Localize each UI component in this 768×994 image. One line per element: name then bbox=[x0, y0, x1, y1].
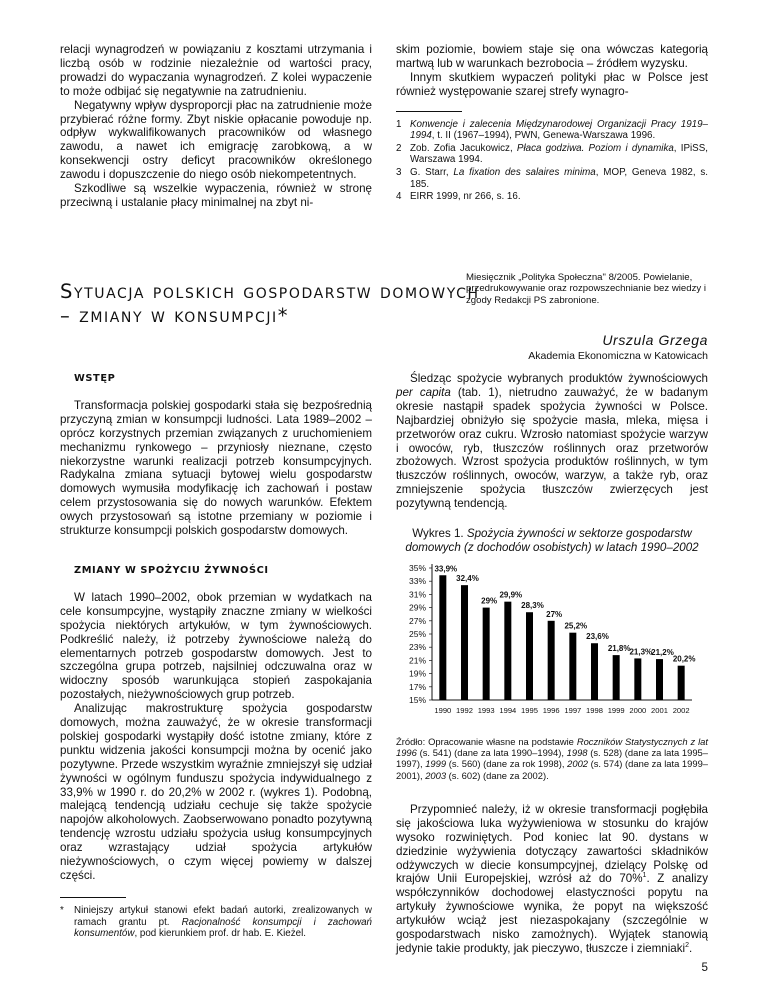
paragraph bbox=[396, 803, 708, 956]
footnote-title: Płaca godziwa. Poziom i dynamika bbox=[516, 142, 674, 154]
top-left-column bbox=[60, 43, 372, 210]
data-label: 33,9% bbox=[434, 564, 458, 574]
title-line: Sytuacja polskich gospodarstw domowych bbox=[60, 280, 480, 303]
data-label: 27% bbox=[546, 609, 563, 619]
paragraph: Transformacja polskiej gospodarki stała się bezpośrednią przyczyną zmian w konsumpcji ludności. Lata 1989–2002 – oprócz korzystnych przemian związanych z uruchomieniem mechanizmu rynkowego – przyniosły nieznane, często niekorzystne warunki realizacji potrzeb konsumpcyjnych. Radykalna zmiana sytuacji bytowej wielu gospodarstw domowych wymusiła modyfikację ich zachowań i postaw celem przystosowania się do nowych warunków. Efektem owych przystosowań są istotne przemiany w poziomie i strukturze konsumpcji polskich gospodarstw domowych. bbox=[60, 398, 372, 538]
paragraph-text: Przypomnieć należy, iż w okresie transformacji pogłębiła się jakościowa luka wyżywieniowa w stosunku do krajów wysoko rozwiniętych. Pod koniec lat 90. dystans w dziedzinie wyżywienia dotyczący zawartości składników odżywczych w diecie konsumpcyjnej, dzielący Polskę od krajów Unii Europejskiej, wzrósł aż do 70% bbox=[396, 802, 708, 886]
paragraph-text: Śledząc spożycie wybranych produktów żywnościowych bbox=[410, 372, 708, 385]
section-heading: ZMIANY W SPOŻYCIU ŻYWNOŚCI bbox=[74, 564, 269, 576]
paragraph: relacji wynagrodzeń w powiązaniu z kosztami utrzymania i liczbą osób w rodzinie niezależnie od wartości pracy, prowadzi do wypaczania wynagrodzeń. Z kolei wypaczenie to może odbijać się negatywnie na zatrudnieniu. bbox=[60, 43, 372, 98]
footnote-text: Zob. Zofia Jacukowicz, bbox=[410, 142, 517, 154]
top-right-column bbox=[396, 43, 708, 204]
data-label: 21,2% bbox=[651, 648, 674, 658]
source-text: (s. 528) (dane za lata 1995–1997), bbox=[396, 747, 708, 770]
paragraph: W latach 1990–2002, obok przemian w wydatkach na cele konsumpcyjne, wystąpiły znaczne zmiany w wielkości spożycia niektórych artykułów, w tym żywnościowych. Podkreślić należy, iż potrzeby żywnościowe należą do elementarnych potrzeb gospodarstw domowych. Jest to szczególna grupa potrzeb, najsilniej odczuwalna oraz w widoczny sposób warunkująca stopień zaspokajania pozostałych, nieżywnościowych grup potrzeb. bbox=[60, 590, 372, 702]
y-tick-label: 31% bbox=[408, 589, 426, 600]
paragraph: skim poziomie, bowiem staje się ona wówczas kategorią martwą lub w warunkach bezrobocia – źródłem wyzysku. bbox=[396, 43, 708, 70]
chart-label: Wykres 1. bbox=[412, 527, 467, 541]
paragraph-text: (tab. 1), nietrudno zauważyć, że w badanym okresie nastąpił spadek spożycia żywności w Polsce. Najbardziej obniżyło się spożycie masła, mleka, mięsa i przetworów oraz cukru. Wzrosło natomiast spożycie warzyw i owoców, ryb, tłuszczów roślinnych oraz przetworów zbożowych. Wzrost spożycia produktów roślinnych, w tym tłuszczów roślinnych, owoców, warzyw, a także ryb, oraz zmniejszenie spożycia tłuszczów zwierzęcych jest pozytywną tendencją. bbox=[396, 385, 708, 511]
page-number: 5 bbox=[701, 961, 708, 974]
y-tick-label: 23% bbox=[408, 642, 426, 653]
source-text: (s. 541) (dane za lata 1990–1994), bbox=[416, 747, 567, 759]
bar bbox=[483, 608, 490, 700]
data-label: 20,2% bbox=[672, 654, 696, 664]
chart-title bbox=[396, 527, 708, 554]
x-tick-label: 2001 bbox=[651, 706, 668, 716]
x-tick-label: 1996 bbox=[542, 706, 560, 716]
copyright-notice: Miesięcznik „Polityka Społeczna" 8/2005. Powielanie, przedrukowywanie oraz rozpowszechnianie bez wiedzy i zgody Redakcji PS zabronione. bbox=[466, 272, 706, 306]
author-name: Urszula Grzega bbox=[602, 332, 708, 348]
footnote-text: EIRR 1999, nr 266, s. 16. bbox=[410, 191, 521, 203]
main-right-column bbox=[396, 372, 708, 956]
paragraph: Innym skutkiem wypaczeń polityki płac w Polsce jest również występowanie szarej strefy wynagro- bbox=[396, 70, 708, 98]
y-tick-label: 27% bbox=[408, 615, 426, 626]
data-label: 29% bbox=[481, 596, 498, 606]
bar bbox=[656, 659, 663, 700]
bar bbox=[526, 612, 533, 700]
footnote bbox=[396, 191, 708, 203]
chart-source bbox=[396, 736, 708, 781]
source-text: (s. 560) (dane za rok 1998), bbox=[446, 758, 568, 770]
source-title: 1999 bbox=[425, 758, 447, 770]
paragraph: Analizując makrostrukturę spożycia gospodarstw domowych, można zauważyć, że w okresie transformacji polskiej gospodarki wystąpiły dość istotne zmiany, które z punktu widzenia jakości konsumpcji można by ocenić jako pozytywne. Przede wszystkim wyraźnie zmniejszył się udział żywności w ogólnym funduszu spożycia indywidualnego z 33,9% w 1990 r. do 20,2% w 2002 r. (wykres 1). Podobną, malejącą tendencją udziału cechuje się także spożycie napojów alkoholowych. Zaobserwowano ponadto pozytywną tendencję wzrostu udziału spożycia usług konsumpcyjnych oraz wzrastający udział spożycia artykułów nieżywnościowych, o czym więcej powiemy w dalszej części. bbox=[60, 702, 372, 882]
source-title: 2002 bbox=[567, 758, 588, 770]
bar bbox=[569, 633, 576, 700]
footnote bbox=[60, 905, 372, 940]
footnote-title: La fixation des salaires minima bbox=[453, 167, 596, 178]
data-label: 28,3% bbox=[521, 601, 544, 611]
x-tick-label: 1993 bbox=[477, 706, 495, 716]
y-tick-label: 19% bbox=[408, 668, 426, 679]
footnote-text: , pod kierunkiem prof. dr hab. E. Kieżel. bbox=[134, 928, 306, 940]
footnote-title: Konwencje i zalecenia Międzynarodowej Organizacji Pracy 1919–1994 bbox=[410, 118, 708, 142]
source-text: Źródło: Opracowanie własne na podstawie bbox=[396, 736, 577, 748]
footnote-text: Niniejszy artykuł stanowi efekt badań autorki, zrealizowanych w ramach grantu pt. bbox=[74, 904, 372, 928]
footnote-text: , MOP, Geneva 1982, s. 185. bbox=[410, 167, 708, 190]
x-tick-label: 2000 bbox=[629, 706, 647, 716]
footnote-ref: 1 bbox=[642, 872, 647, 880]
x-tick-label: 1998 bbox=[586, 706, 603, 716]
footnote-ref: 2 bbox=[685, 942, 690, 950]
bar bbox=[439, 575, 446, 700]
footnote-separator bbox=[60, 897, 126, 898]
bar-chart bbox=[396, 560, 708, 728]
emphasis: per capita bbox=[396, 385, 451, 399]
x-tick-label: 1990 bbox=[434, 706, 452, 716]
footnote-number: 4 bbox=[396, 191, 402, 203]
y-tick-label: 33% bbox=[408, 576, 426, 587]
paragraph bbox=[396, 372, 708, 511]
bar bbox=[461, 585, 468, 700]
paragraph: Szkodliwe są wszelkie wypaczenia, również w stronę przeciwną i ustalanie płacy minimalnej na zbyt ni- bbox=[60, 182, 372, 209]
section-heading: WSTĘP bbox=[74, 373, 116, 384]
footnote-separator bbox=[396, 111, 462, 112]
footnote-text: G. Starr, bbox=[410, 167, 454, 178]
source-title: 1998 bbox=[566, 747, 588, 759]
y-tick-label: 35% bbox=[408, 563, 426, 574]
x-tick-label: 2002 bbox=[672, 706, 690, 716]
x-tick-label: 1997 bbox=[564, 706, 582, 716]
source-title: Roczników Statystycznych z lat 1996 bbox=[396, 736, 708, 759]
footnote-number: 2 bbox=[396, 142, 402, 154]
bar bbox=[634, 658, 641, 700]
x-tick-label: 1995 bbox=[521, 706, 538, 716]
paragraph: Negatywny wpływ dysproporcji płac na zatrudnienie może przybierać różne formy. Zbyt niskie opłacanie powoduje np. odpływ wykwalifikowanych pracowników od własnego zawodu, a nawet ich emigrację zarobkową, a w konsekwencji ostry deficyt pracowników określonego zawodu i dopuszczenie do niego osób niekompetentnych. bbox=[60, 98, 372, 182]
title-line: – zmiany w konsumpcji* bbox=[60, 304, 290, 327]
footnote-number: 1 bbox=[396, 118, 402, 130]
data-label: 21,3% bbox=[629, 647, 653, 657]
main-left-column bbox=[60, 372, 372, 941]
data-label: 23,6% bbox=[586, 632, 609, 642]
bar bbox=[678, 666, 685, 700]
y-tick-label: 29% bbox=[408, 602, 426, 613]
footnote-number: * bbox=[60, 904, 64, 916]
bar bbox=[504, 602, 511, 700]
x-tick-label: 1999 bbox=[607, 706, 625, 716]
x-tick-label: 1992 bbox=[456, 706, 473, 716]
footnote bbox=[396, 119, 708, 142]
footnote-number: 3 bbox=[396, 167, 402, 178]
y-tick-label: 21% bbox=[408, 655, 426, 666]
source-text: (s. 574) (dane za lata 1999–2001), bbox=[396, 758, 709, 781]
data-label: 29,9% bbox=[499, 590, 523, 600]
x-tick-label: 1994 bbox=[499, 706, 517, 716]
paragraph-text: . Z analizy współczynników dochodowej elastyczności popytu na artykuły żywnościowe wynika, że popyt na większość artykułów wciąż jest niezaspokajany (szczególnie w gospodarstwach nisko zamożnych). Wyjątek stanowią jedynie takie produkty, jak pieczywo, tłuszcze i ziemniaki bbox=[396, 872, 708, 955]
footnote-title: Racjonalność konsumpcji i zachowań konsumentów bbox=[74, 916, 372, 940]
chart-caption: Spożycia żywności w sektorze gospodarstw domowych (z dochodów osobistych) w latach 1990–2002 bbox=[405, 527, 699, 554]
bar bbox=[591, 643, 598, 700]
source-text: (s. 602) (dane za 2002). bbox=[446, 769, 549, 781]
data-label: 32,4% bbox=[456, 574, 479, 584]
paragraph-text: . bbox=[689, 941, 693, 955]
source-title: 2003 bbox=[425, 769, 447, 781]
footnote bbox=[396, 143, 708, 166]
footnote-text: , t. II (1967–1994), PWN, Genewa-Warszawa 1996. bbox=[431, 130, 656, 142]
data-label: 21,8% bbox=[607, 644, 631, 654]
bar bbox=[548, 621, 555, 700]
article-title bbox=[60, 280, 720, 328]
footnote-text: , IPiSS, Warszawa 1994. bbox=[410, 142, 708, 166]
y-tick-label: 15% bbox=[408, 695, 426, 706]
author-affiliation: Akademia Ekonomiczna w Katowicach bbox=[528, 350, 708, 362]
y-tick-label: 25% bbox=[408, 629, 426, 640]
footnote bbox=[396, 167, 708, 190]
data-label: 25,2% bbox=[564, 621, 588, 631]
y-tick-label: 17% bbox=[408, 681, 426, 692]
bar bbox=[613, 655, 620, 700]
